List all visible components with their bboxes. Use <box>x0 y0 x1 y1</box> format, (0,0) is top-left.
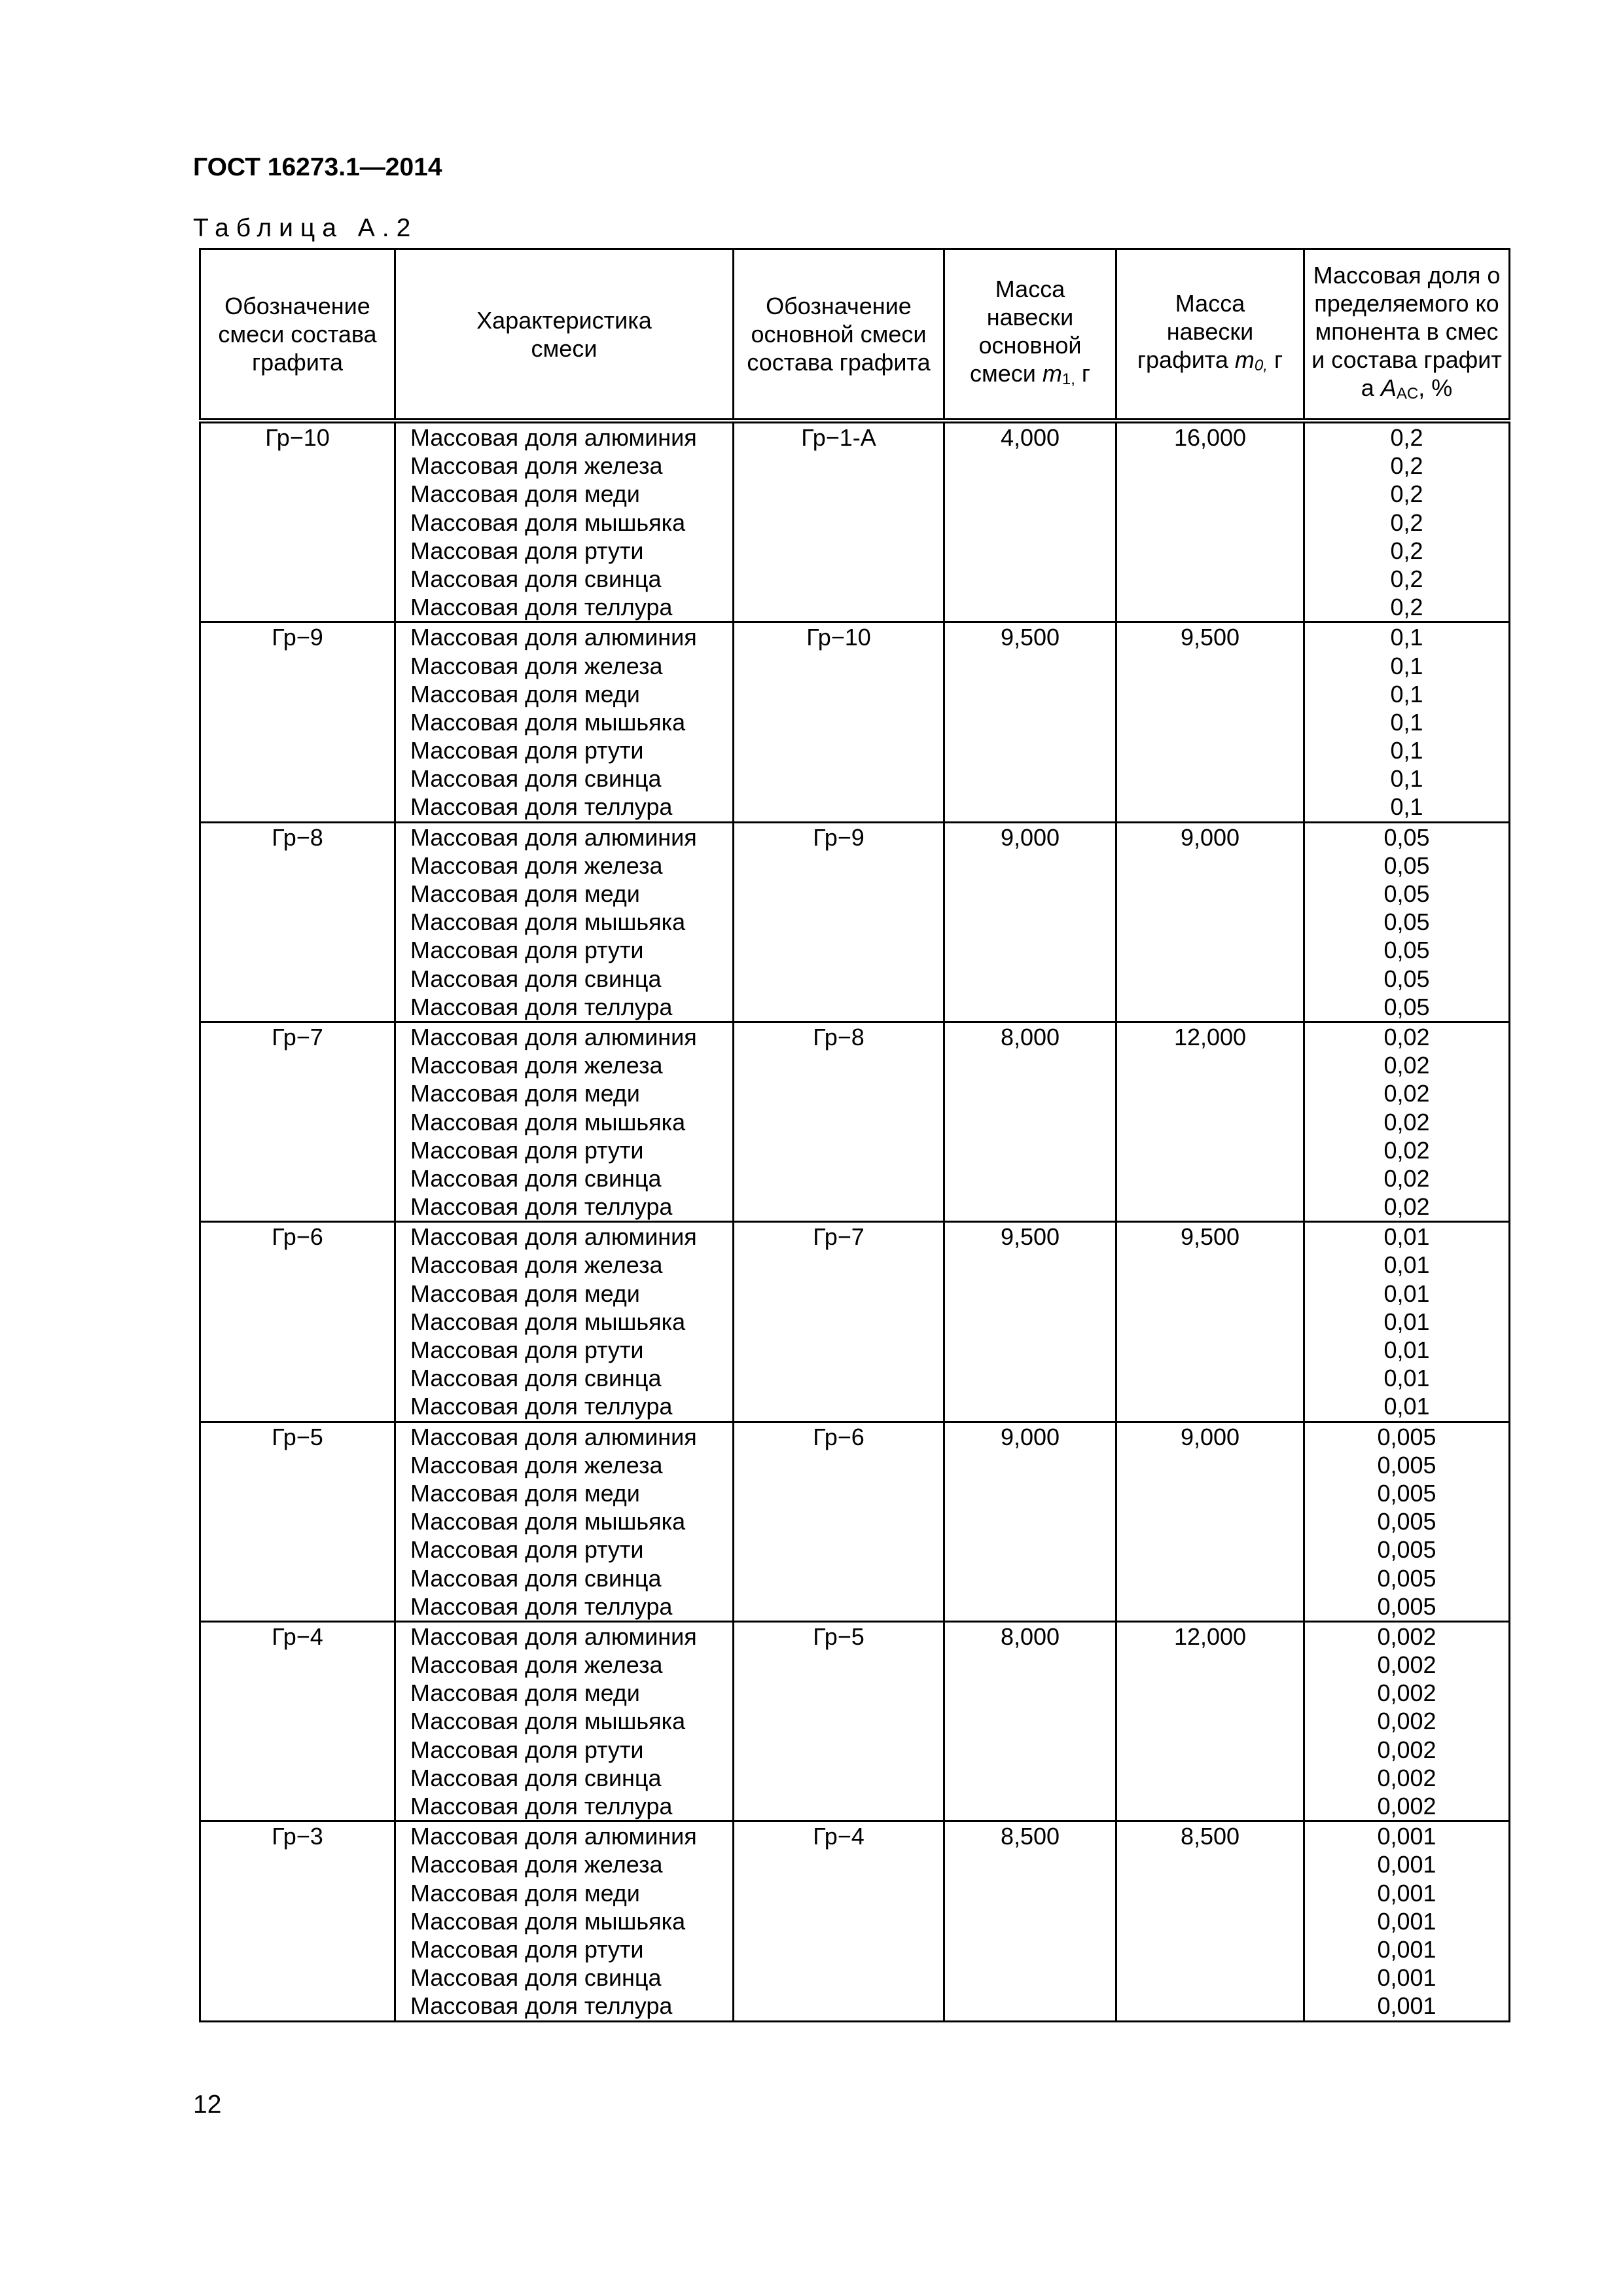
characteristic-line: Массовая доля железа <box>410 1451 663 1479</box>
mass-fraction-cell <box>1304 1422 1510 1621</box>
mass-fraction-value: 0,1 <box>1390 708 1423 736</box>
col-header-mix-designation: Обозначение смеси состава графита <box>200 249 395 422</box>
characteristic-line: Массовая доля теллура <box>410 1393 673 1420</box>
base-mix-cell: Гр−5 <box>734 1621 944 1821</box>
mass-fraction-cell <box>1304 1222 1510 1422</box>
table-body <box>200 421 1510 2021</box>
mass-fraction-subscript: AC <box>1396 384 1419 403</box>
mass-fraction-value: 0,1 <box>1390 652 1423 679</box>
mass-fraction-cell <box>1304 1821 1510 2021</box>
characteristic-line: Массовая доля мышьяка <box>410 1708 686 1735</box>
characteristic-cell <box>395 822 734 1022</box>
mass-fraction-value: 0,2 <box>1390 424 1423 451</box>
mix-designation-cell: Гр−5 <box>200 1422 395 1621</box>
mass-fraction-unit: , % <box>1418 374 1453 401</box>
mass-base-cell: 9,000 <box>944 1422 1116 1621</box>
characteristic-line: Массовая доля мышьяка <box>410 708 686 736</box>
mass-fraction-value: 0,02 <box>1383 1164 1430 1192</box>
mass-graphite-cell: 9,500 <box>1116 622 1304 822</box>
base-mix-cell: Гр−8 <box>734 1022 944 1221</box>
mass-base-cell: 4,000 <box>944 421 1116 622</box>
mass-fraction-value: 0,2 <box>1390 565 1423 592</box>
col-header-base-mix: Обозначение основной смеси состава графита <box>734 249 944 422</box>
characteristic-line: Массовая доля железа <box>410 1251 663 1279</box>
mass-fraction-cell <box>1304 421 1510 622</box>
characteristic-line: Массовая доля мышьяка <box>410 509 686 536</box>
mass-graphite-subscript: 0, <box>1254 356 1268 374</box>
characteristic-line: Массовая доля ртути <box>410 1536 644 1564</box>
table-row <box>200 1821 1510 2021</box>
mass-base-label: Масса навески основной смеси <box>969 276 1082 387</box>
table-row <box>200 1621 1510 1821</box>
mix-designation-cell: Гр−6 <box>200 1222 395 1422</box>
mass-graphite-unit: г <box>1267 346 1283 373</box>
characteristic-line: Массовая доля железа <box>410 1851 663 1878</box>
mass-fraction-value: 0,1 <box>1390 793 1423 821</box>
mass-base-subscript: 1, <box>1061 370 1075 388</box>
characteristic-line: Массовая доля алюминия <box>410 823 697 851</box>
characteristic-cell <box>395 1022 734 1221</box>
characteristic-line: Массовая доля железа <box>410 1052 663 1079</box>
characteristic-line: Массовая доля меди <box>410 1080 640 1107</box>
mass-fraction-value: 0,002 <box>1377 1651 1436 1679</box>
mass-fraction-value: 0,02 <box>1383 1108 1430 1136</box>
mass-fraction-value: 0,05 <box>1383 880 1430 907</box>
characteristic-line: Массовая доля теллура <box>410 1992 673 2020</box>
mass-fraction-value: 0,002 <box>1377 1623 1436 1650</box>
mass-fraction-value: 0,005 <box>1377 1536 1436 1564</box>
characteristic-cell <box>395 1222 734 1422</box>
mass-fraction-cell <box>1304 1621 1510 1821</box>
table-row <box>200 1022 1510 1221</box>
characteristic-line: Массовая доля ртути <box>410 737 644 764</box>
characteristic-line: Массовая доля ртути <box>410 537 644 564</box>
mass-graphite-cell: 9,000 <box>1116 822 1304 1022</box>
characteristic-line: Массовая доля свинца <box>410 1564 662 1592</box>
base-mix-cell: Гр−4 <box>734 1821 944 2021</box>
characteristic-cell <box>395 421 734 622</box>
characteristic-line: Массовая доля алюминия <box>410 424 697 451</box>
table-row <box>200 1222 1510 1422</box>
characteristic-line: Массовая доля ртути <box>410 937 644 964</box>
characteristic-cell <box>395 1621 734 1821</box>
mass-fraction-value: 0,005 <box>1377 1423 1436 1450</box>
mix-designation-cell: Гр−8 <box>200 822 395 1022</box>
mass-fraction-value: 0,001 <box>1377 1964 1436 1992</box>
table-row <box>200 622 1510 822</box>
characteristic-line: Массовая доля алюминия <box>410 1223 697 1251</box>
mass-base-cell: 8,500 <box>944 1821 1116 2021</box>
mass-fraction-value: 0,001 <box>1377 1823 1436 1850</box>
mass-fraction-value: 0,002 <box>1377 1708 1436 1735</box>
mass-fraction-value: 0,1 <box>1390 680 1423 708</box>
mass-base-unit: г <box>1075 360 1091 387</box>
col-header-characteristic: Характеристика смеси <box>395 249 734 422</box>
table-row <box>200 822 1510 1022</box>
mass-fraction-value: 0,02 <box>1383 1136 1430 1164</box>
mass-graphite-cell: 12,000 <box>1116 1621 1304 1821</box>
characteristic-line: Массовая доля алюминия <box>410 1623 697 1650</box>
characteristic-line: Массовая доля теллура <box>410 1193 673 1221</box>
mix-designation-cell: Гр−10 <box>200 421 395 622</box>
mass-fraction-value: 0,01 <box>1383 1393 1430 1420</box>
mass-fraction-value: 0,01 <box>1383 1365 1430 1392</box>
characteristic-line: Массовая доля меди <box>410 1280 640 1307</box>
characteristic-line: Массовая доля ртути <box>410 1336 644 1363</box>
characteristic-line: Массовая доля теллура <box>410 594 673 621</box>
characteristic-line: Массовая доля ртути <box>410 1136 644 1164</box>
mix-designation-cell: Гр−3 <box>200 1821 395 2021</box>
page-number: 12 <box>193 2090 222 2119</box>
characteristic-line: Массовая доля теллура <box>410 1592 673 1620</box>
mass-fraction-value: 0,2 <box>1390 452 1423 480</box>
base-mix-cell: Гр−10 <box>734 622 944 822</box>
mass-graphite-cell: 8,500 <box>1116 1821 1304 2021</box>
mass-base-symbol: m <box>1042 360 1062 387</box>
mass-fraction-value: 0,002 <box>1377 1764 1436 1791</box>
mass-fraction-value: 0,01 <box>1383 1251 1430 1279</box>
mass-fraction-value: 0,01 <box>1383 1308 1430 1335</box>
mass-fraction-cell <box>1304 822 1510 1022</box>
mass-fraction-value: 0,2 <box>1390 480 1423 508</box>
mass-base-cell: 8,000 <box>944 1022 1116 1221</box>
mass-fraction-value: 0,05 <box>1383 852 1430 879</box>
table-row <box>200 1422 1510 1621</box>
characteristic-line: Массовая доля железа <box>410 652 663 679</box>
characteristic-line: Массовая доля мышьяка <box>410 1508 686 1535</box>
mass-fraction-cell <box>1304 622 1510 822</box>
characteristic-line: Массовая доля железа <box>410 852 663 879</box>
mass-fraction-value: 0,05 <box>1383 965 1430 992</box>
characteristic-line: Массовая доля меди <box>410 1679 640 1707</box>
mass-fraction-value: 0,002 <box>1377 1793 1436 1820</box>
mix-designation-cell: Гр−7 <box>200 1022 395 1221</box>
characteristic-line: Массовая доля алюминия <box>410 1823 697 1850</box>
characteristic-line: Массовая доля мышьяка <box>410 1907 686 1935</box>
mix-designation-cell: Гр−4 <box>200 1621 395 1821</box>
mass-fraction-value: 0,01 <box>1383 1223 1430 1251</box>
mass-fraction-value: 0,005 <box>1377 1564 1436 1592</box>
characteristic-line: Массовая доля теллура <box>410 993 673 1020</box>
mass-fraction-value: 0,1 <box>1390 737 1423 764</box>
characteristic-line: Массовая доля железа <box>410 1651 663 1679</box>
base-mix-cell: Гр−7 <box>734 1222 944 1422</box>
mass-fraction-value: 0,01 <box>1383 1280 1430 1307</box>
mass-fraction-value: 0,02 <box>1383 1023 1430 1050</box>
base-mix-cell: Гр−1-А <box>734 421 944 622</box>
data-table <box>199 248 1510 2022</box>
mass-graphite-cell: 12,000 <box>1116 1022 1304 1221</box>
characteristic-line: Массовая доля свинца <box>410 1164 662 1192</box>
mass-fraction-value: 0,001 <box>1377 1879 1436 1907</box>
base-mix-cell: Гр−9 <box>734 822 944 1022</box>
characteristic-line: Массовая доля меди <box>410 1879 640 1907</box>
mass-graphite-cell: 9,500 <box>1116 1222 1304 1422</box>
table-caption: Таблица А.2 <box>193 214 418 242</box>
mass-fraction-label: Массовая доля определяемого компонента в смеси состава графита <box>1311 261 1502 401</box>
mass-fraction-value: 0,2 <box>1390 509 1423 536</box>
characteristic-line: Массовая доля свинца <box>410 965 662 992</box>
mass-fraction-value: 0,005 <box>1377 1592 1436 1620</box>
mass-fraction-value: 0,05 <box>1383 823 1430 851</box>
characteristic-line: Массовая доля алюминия <box>410 1423 697 1450</box>
mass-base-cell: 9,500 <box>944 1222 1116 1422</box>
characteristic-line: Массовая доля меди <box>410 680 640 708</box>
characteristic-line: Массовая доля железа <box>410 452 663 480</box>
characteristic-line: Массовая доля теллура <box>410 793 673 821</box>
characteristic-line: Массовая доля меди <box>410 1479 640 1507</box>
characteristic-cell <box>395 1821 734 2021</box>
mass-fraction-value: 0,005 <box>1377 1451 1436 1479</box>
mass-fraction-value: 0,002 <box>1377 1736 1436 1763</box>
characteristic-line: Массовая доля теллура <box>410 1793 673 1820</box>
base-mix-cell: Гр−6 <box>734 1422 944 1621</box>
mass-fraction-value: 0,001 <box>1377 1851 1436 1878</box>
document-id: ГОСТ 16273.1—2014 <box>193 153 442 181</box>
mass-fraction-value: 0,2 <box>1390 594 1423 621</box>
table-row <box>200 421 1510 622</box>
mass-fraction-value: 0,005 <box>1377 1479 1436 1507</box>
characteristic-line: Массовая доля мышьяка <box>410 908 686 936</box>
mass-fraction-value: 0,1 <box>1390 765 1423 793</box>
characteristic-line: Массовая доля мышьяка <box>410 1108 686 1136</box>
mass-base-cell: 8,000 <box>944 1621 1116 1821</box>
mass-graphite-cell: 16,000 <box>1116 421 1304 622</box>
mass-fraction-value: 0,01 <box>1383 1336 1430 1363</box>
characteristic-line: Массовая доля свинца <box>410 1365 662 1392</box>
characteristic-line: Массовая доля меди <box>410 880 640 907</box>
characteristic-line: Массовая доля алюминия <box>410 624 697 651</box>
mass-fraction-value: 0,1 <box>1390 624 1423 651</box>
characteristic-line: Массовая доля свинца <box>410 1764 662 1791</box>
mass-fraction-value: 0,005 <box>1377 1508 1436 1535</box>
mass-fraction-value: 0,05 <box>1383 908 1430 936</box>
mass-fraction-value: 0,001 <box>1377 1907 1436 1935</box>
mass-fraction-value: 0,05 <box>1383 993 1430 1020</box>
mix-designation-cell: Гр−9 <box>200 622 395 822</box>
characteristic-cell <box>395 622 734 822</box>
characteristic-line: Массовая доля мышьяка <box>410 1308 686 1335</box>
characteristic-line: Массовая доля алюминия <box>410 1023 697 1050</box>
col-header-mass-fraction <box>1304 249 1510 422</box>
mass-fraction-value: 0,05 <box>1383 937 1430 964</box>
col-header-mass-graphite <box>1116 249 1304 422</box>
mass-fraction-value: 0,2 <box>1390 537 1423 564</box>
characteristic-line: Массовая доля ртути <box>410 1935 644 1963</box>
mass-fraction-value: 0,001 <box>1377 1935 1436 1963</box>
characteristic-line: Массовая доля свинца <box>410 1964 662 1992</box>
mass-base-cell: 9,500 <box>944 622 1116 822</box>
mass-fraction-value: 0,001 <box>1377 1992 1436 2020</box>
mass-fraction-symbol: A <box>1380 374 1397 401</box>
mass-fraction-value: 0,02 <box>1383 1052 1430 1079</box>
mass-graphite-cell: 9,000 <box>1116 1422 1304 1621</box>
table-header-row <box>200 249 1510 422</box>
characteristic-line: Массовая доля свинца <box>410 565 662 592</box>
mass-fraction-value: 0,002 <box>1377 1679 1436 1707</box>
mass-base-cell: 9,000 <box>944 822 1116 1022</box>
mass-graphite-symbol: m <box>1234 346 1255 373</box>
mass-fraction-cell <box>1304 1022 1510 1221</box>
mass-fraction-value: 0,02 <box>1383 1080 1430 1107</box>
mass-fraction-value: 0,02 <box>1383 1193 1430 1221</box>
characteristic-line: Массовая доля свинца <box>410 765 662 793</box>
characteristic-line: Массовая доля ртути <box>410 1736 644 1763</box>
characteristic-line: Массовая доля меди <box>410 480 640 508</box>
characteristic-cell <box>395 1422 734 1621</box>
mass-graphite-label: Масса навески графита <box>1137 289 1254 373</box>
col-header-mass-base <box>944 249 1116 422</box>
